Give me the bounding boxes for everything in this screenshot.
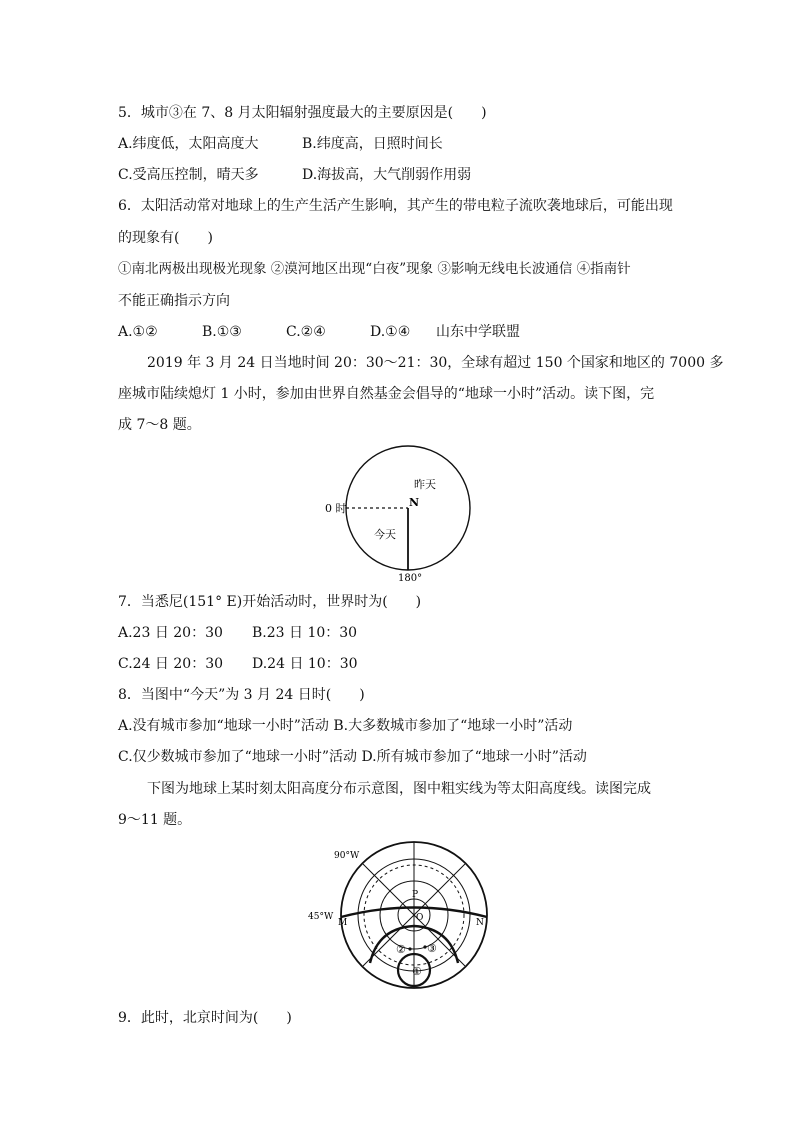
label-90w: 90°W — [334, 851, 360, 861]
q7-option-d: D.24 日 10：30 — [252, 656, 358, 672]
q7-options-row1 — [118, 623, 357, 643]
q6-option-d: D.①④ — [370, 324, 411, 340]
passage2-line1: 下图为地球上某时刻太阳高度分布示意图，图中粗实线为等太阳高度线。读图完成 — [147, 781, 651, 797]
passage1-line2: 座城市陆续熄灯 1 小时，参加由世界自然基金会倡导的“地球一小时”活动。读下图，完 — [118, 386, 655, 402]
q5-option-b: B.纬度高，日照时间长 — [302, 136, 443, 152]
mark-1: ① — [412, 965, 422, 978]
q7-stem: 7．当悉尼(151° E)开始活动时，世界时为( ) — [118, 594, 422, 610]
q6-option-c: C.②④ — [286, 324, 326, 340]
watermark-text: 山东中学联盟 — [436, 324, 520, 340]
q8-option-b: B.大多数城市参加了“地球一小时”活动 — [333, 718, 573, 734]
label-o: O — [416, 913, 424, 923]
q5-option-a: A.纬度低，太阳高度大 — [118, 136, 259, 152]
sun-altitude-figure — [300, 840, 500, 1008]
q7-option-a: A.23 日 20：30 — [118, 625, 223, 641]
label-today: 今天 — [374, 528, 396, 541]
q6-option-b: B.①③ — [202, 324, 242, 340]
mark-2: ② — [396, 943, 406, 956]
point-2 — [408, 947, 411, 950]
q8-option-d: D.所有城市参加了“地球一小时”活动 — [361, 749, 587, 765]
passage1-line1: 2019 年 3 月 24 日当地时间 20：30～21：30，全球有超过 150 个国家和地区的 7000 多 — [147, 355, 724, 371]
q8-options-row1 — [118, 716, 572, 736]
q8-stem: 8．当图中“今天”为 3 月 24 日时( ) — [118, 687, 365, 703]
label-yesterday: 昨天 — [414, 478, 436, 491]
q7-option-b: B.23 日 10：30 — [252, 625, 358, 641]
passage2-line2: 9～11 题。 — [118, 812, 192, 828]
q5-options-row1 — [118, 134, 443, 154]
q5-option-d: D.海拔高，大气削弱作用弱 — [302, 167, 472, 183]
q8-options-row2 — [118, 747, 587, 767]
passage1-line3: 成 7～8 题。 — [118, 417, 201, 433]
label-zero-hour: 0 时 — [325, 502, 347, 515]
q8-option-a: A.没有城市参加“地球一小时”活动 — [118, 718, 329, 734]
q6-stem-line1: 6．太阳活动常对地球上的生产生活产生影响，其产生的带电粒子流吹袭地球后，可能出现 — [118, 198, 673, 214]
q6-option-a: A.①② — [118, 324, 158, 340]
q6-items-line2: 不能正确指示方向 — [118, 293, 230, 309]
q5-stem: 5．城市③在 7、8 月太阳辐射强度最大的主要原因是( ) — [118, 105, 487, 121]
label-north-pole: N — [409, 496, 420, 509]
label-45w: 45°W — [308, 912, 334, 922]
date-line-figure — [310, 440, 500, 585]
q5-options-row2 — [118, 165, 471, 185]
label-n: N — [476, 918, 484, 928]
q7-options-row2 — [118, 654, 358, 674]
label-180-degree: 180° — [398, 573, 423, 584]
mark-3: ③ — [427, 942, 437, 955]
q6-stem-line2: 的现象有( ) — [118, 230, 213, 246]
q7-option-c: C.24 日 20：30 — [118, 656, 224, 672]
q5-option-c: C.受高压控制，晴天多 — [118, 167, 259, 183]
q9-stem: 9．此时，北京时间为( ) — [118, 1010, 292, 1026]
q6-options-row — [118, 322, 520, 342]
q8-option-c: C.仅少数城市参加了“地球一小时”活动 — [118, 749, 357, 765]
label-m: M — [338, 918, 348, 928]
label-p: P — [412, 890, 419, 900]
q6-items-line1: ①南北两极出现极光现象 ②漠河地区出现“白夜”现象 ③影响无线电长波通信 ④指南针 — [118, 261, 631, 277]
